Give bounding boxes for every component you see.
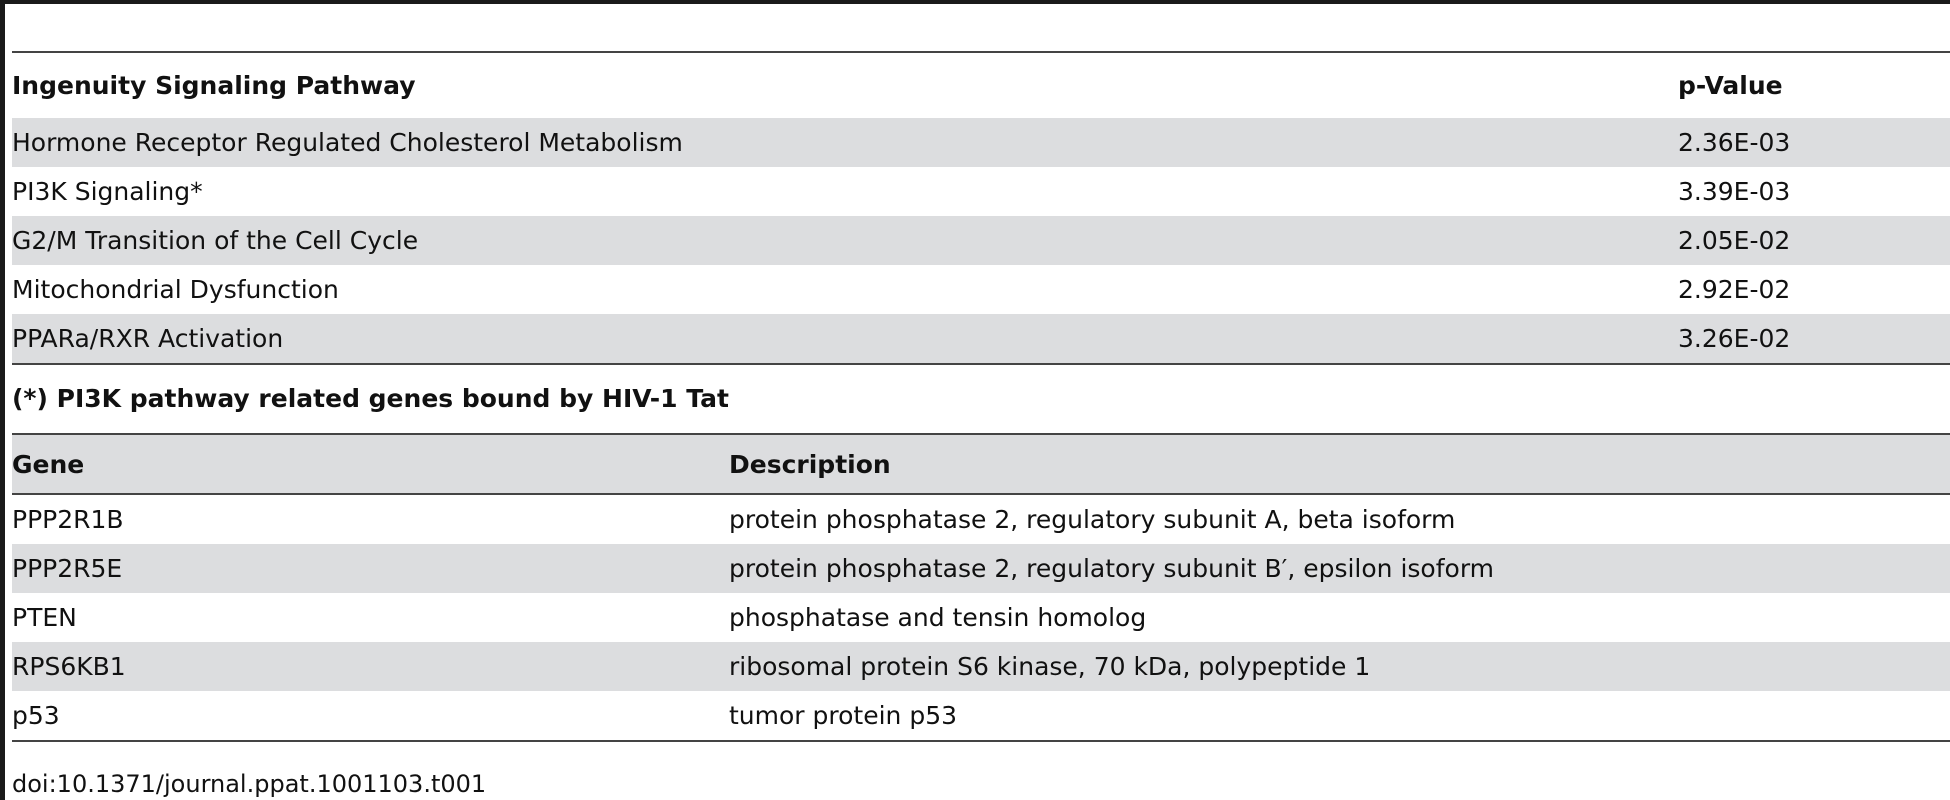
pathway-name: PPARa/RXR Activation: [12, 314, 1678, 364]
table-row: [12, 691, 1950, 741]
gene-description: tumor protein p53: [729, 701, 958, 730]
gene-symbol: PTEN: [12, 603, 77, 632]
header-p-value: p-Value: [1678, 71, 1783, 100]
table-row: [12, 642, 1950, 691]
table-row: [12, 167, 1950, 216]
header-description: Description: [729, 434, 1950, 494]
p-value: 2.92E-02: [1678, 275, 1791, 304]
gene-section-title: (*) PI3K pathway related genes bound by HIV-1 Tat: [12, 384, 729, 413]
pathway-name: G2/M Transition of the Cell Cycle: [12, 216, 1678, 265]
pathway-table: [12, 51, 1950, 365]
gene-symbol: RPS6KB1: [12, 642, 729, 691]
pathway-name: Hormone Receptor Regulated Cholesterol Metabolism: [12, 118, 1678, 167]
gene-symbol: PPP2R1B: [12, 505, 124, 534]
gene-description: protein phosphatase 2, regulatory subunit B′, epsilon isoform: [729, 544, 1950, 593]
header-pathway: Ingenuity Signaling Pathway: [12, 71, 416, 100]
gene-symbol: p53: [12, 701, 60, 730]
table-row: [12, 593, 1950, 642]
gene-description: protein phosphatase 2, regulatory subunit A, beta isoform: [729, 505, 1456, 534]
p-value: 3.39E-03: [1678, 177, 1791, 206]
doi-link[interactable]: doi:10.1371/journal.ppat.1001103.t001: [12, 770, 487, 798]
gene-table: [12, 433, 1950, 742]
gene-description: ribosomal protein S6 kinase, 70 kDa, polypeptide 1: [729, 642, 1950, 691]
p-value: 2.36E-03: [1678, 118, 1950, 167]
p-value: 3.26E-02: [1678, 314, 1950, 364]
table-row: [12, 314, 1950, 364]
gene-symbol: PPP2R5E: [12, 544, 729, 593]
table-row: [12, 118, 1950, 167]
table-row: [12, 216, 1950, 265]
pathway-name: Mitochondrial Dysfunction: [12, 275, 339, 304]
gene-description: phosphatase and tensin homolog: [729, 603, 1147, 632]
table-row: [12, 494, 1950, 544]
header-gene: Gene: [12, 434, 729, 494]
top-rule: [0, 0, 1950, 4]
table-row: [12, 265, 1950, 314]
p-value: 2.05E-02: [1678, 216, 1950, 265]
pathway-name: PI3K Signaling*: [12, 177, 203, 206]
gene-table-header: [12, 434, 1950, 494]
left-border: [0, 0, 5, 800]
pathway-table-header: [12, 52, 1950, 118]
table-row: [12, 544, 1950, 593]
